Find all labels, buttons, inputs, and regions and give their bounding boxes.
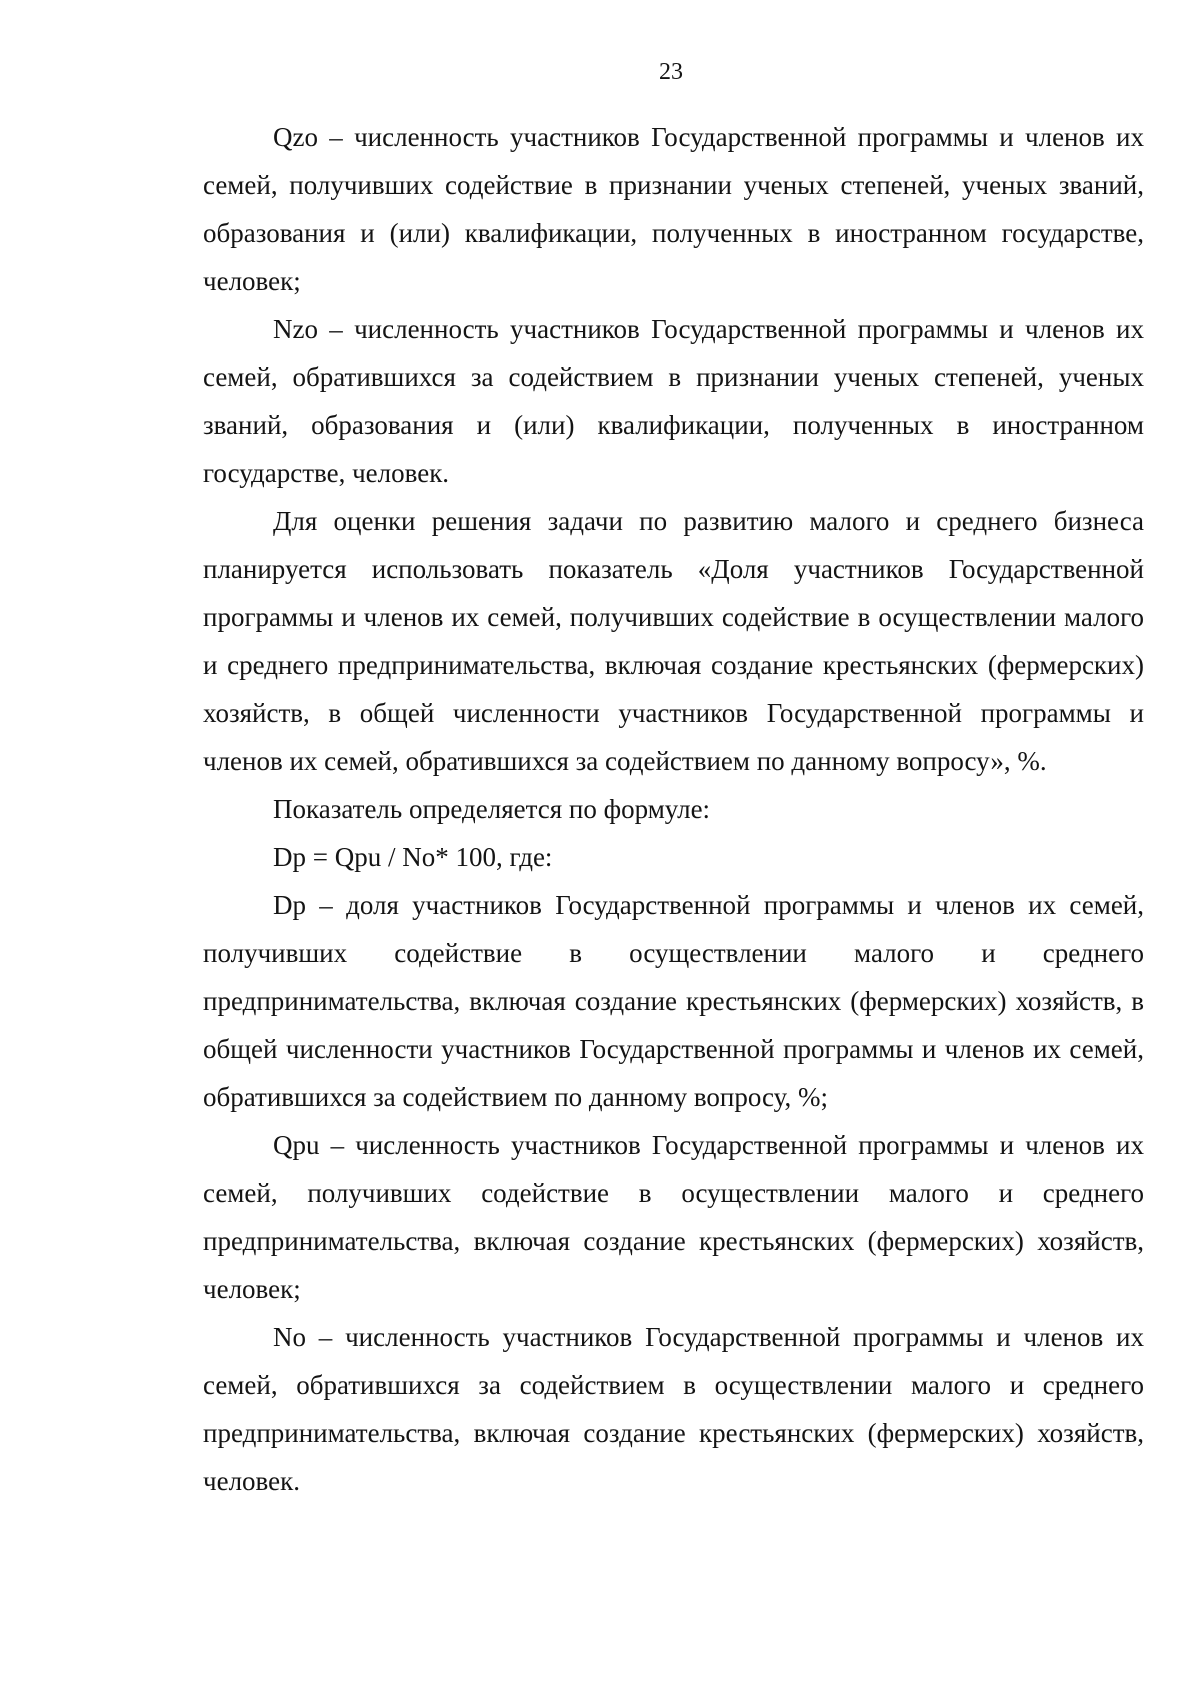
paragraph-qpu-definition: Qpu – численность участников Государственной программы и членов их семей, получивших содействие в осуществлении малого и среднего предпринимательства, включая создание крестьянских (фермерских) хозяйств, человек; (203, 1130, 1144, 1304)
paragraph-nzo-definition: Nzo – численность участников Государственной программы и членов их семей, обратившихся за содействием в признании ученых степеней, ученых званий, образования и (или) квалификации, полученных в иностранном государстве, человек. (203, 314, 1144, 488)
paragraph-qzo-definition: Qzo – численность участников Государственной программы и членов их семей, получивших содействие в признании ученых степеней, ученых званий, образования и (или) квалификации, полученных в иностранном государстве, человек; (203, 122, 1144, 296)
paragraph-formula-intro: Показатель определяется по формуле: (273, 794, 711, 824)
paragraph-no-definition: No – численность участников Государственной программы и членов их семей, обратившихся за содействием в осуществлении малого и среднего предпринимательства, включая создание крестьянских (фермерских) хозяйств, человек. (203, 1322, 1144, 1496)
paragraph-dp-definition: Dp – доля участников Государственной программы и членов их семей, получивших содействие в осуществлении малого и среднего предпринимательства, включая создание крестьянских (фермерских) хозяйств, в общей численности участников Государственной программы и членов их семей, обратившихся за содействием по данному вопросу, %; (203, 890, 1144, 1112)
page-number: 23 (659, 59, 683, 85)
paragraph-indicator-description: Для оценки решения задачи по развитию малого и среднего бизнеса планируется использовать показатель «Доля участников Государственной программы и членов их семей, получивших содействие в осуществлении малого и среднего предпринимательства, включая создание крестьянских (фермерских) хозяйств, в общей численности участников Государственной программы и членов их семей, обратившихся за содействием по данному вопросу», %. (203, 506, 1144, 776)
document-body (203, 113, 1144, 1505)
formula: Dp = Qpu / No* 100, где: (273, 842, 553, 872)
